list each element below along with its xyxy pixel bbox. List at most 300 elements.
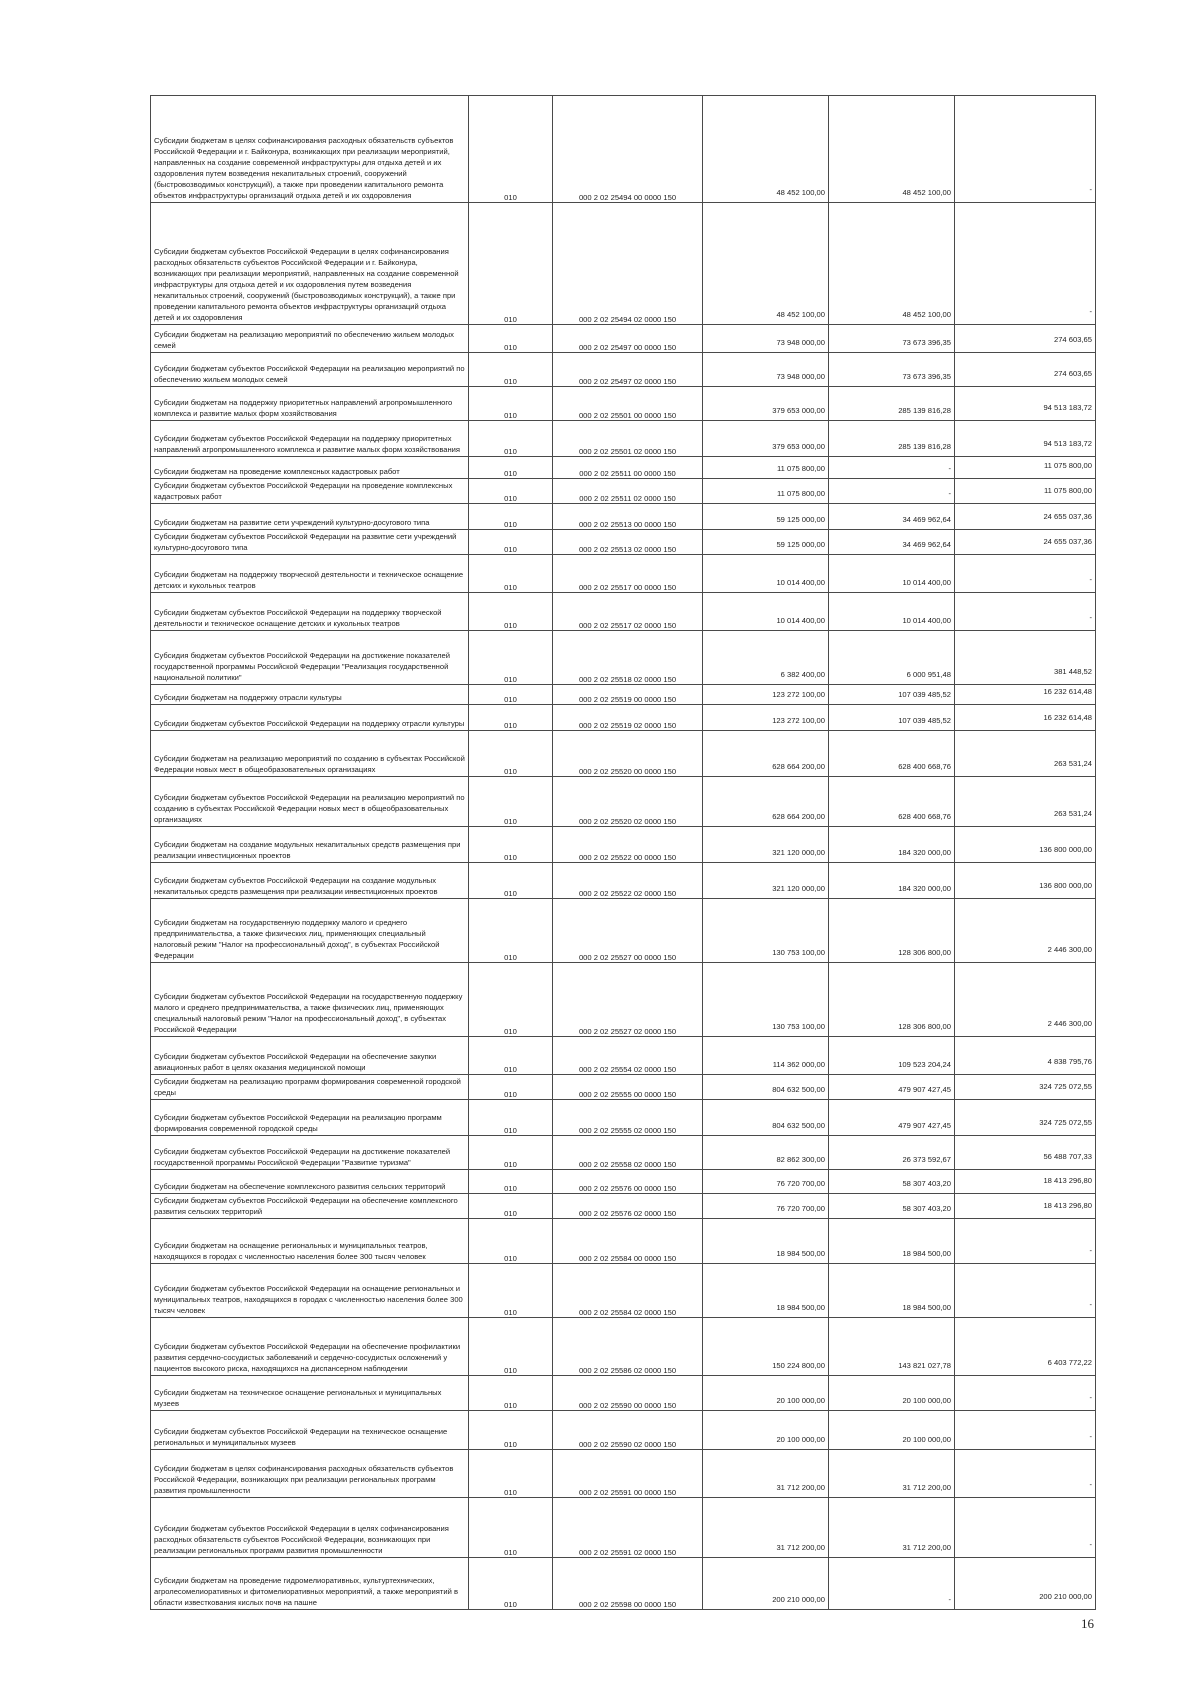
row-rest-text: 18 413 296,80 — [1043, 1176, 1092, 1185]
row-code-text: 010 — [504, 1065, 517, 1074]
row-exec-cell — [829, 963, 955, 1037]
row-exec-text: 58 307 403,20 — [902, 1204, 951, 1213]
row-code-cell — [469, 731, 553, 777]
row-kbk-cell — [553, 777, 703, 827]
row-plan-cell — [703, 1411, 829, 1450]
row-exec-text: 143 821 027,78 — [898, 1361, 951, 1370]
row-name-cell: Субсидии бюджетам на оснащение региональных и муниципальных театров, находящихся в городах с численностью населения более 300 тысяч человек — [151, 1219, 469, 1264]
row-plan-text: 150 224 800,00 — [772, 1361, 825, 1370]
row-rest-text: 24 655 037,36 — [1043, 537, 1092, 546]
row-exec-text: 26 373 592,67 — [902, 1155, 951, 1164]
row-code-cell — [469, 1318, 553, 1376]
row-code-cell — [469, 1194, 553, 1219]
row-code-text: 010 — [504, 1600, 517, 1609]
row-rest-cell — [955, 1100, 1096, 1136]
row-rest-cell — [955, 1219, 1096, 1264]
row-name-cell: Субсидии бюджетам на проведение комплексных кадастровых работ — [151, 457, 469, 479]
row-rest-text: 56 488 707,33 — [1043, 1152, 1092, 1161]
table-row — [151, 1264, 1096, 1318]
row-kbk-cell — [553, 705, 703, 731]
row-code-text: 010 — [504, 469, 517, 478]
row-plan-text: 10 014 400,00 — [776, 616, 825, 625]
row-kbk-text: 000 2 02 25586 02 0000 150 — [578, 1366, 677, 1375]
row-name-cell: Субсидии бюджетам в целях софинансирования расходных обязательств субъектов Российской Федерации и г. Байконура, возникающих при реализации мероприятий, направленных на создание современной инфраструктуры для отдыха детей и их оздоровления путем возведения некапитальных строений, сооружений (быстровозводимых конструкций), а также при проведении капитального ремонта объектов инфраструктуры организаций отдыха детей и их оздоровления — [151, 96, 469, 203]
row-kbk-cell — [553, 685, 703, 705]
row-code-cell — [469, 457, 553, 479]
row-code-text: 010 — [504, 889, 517, 898]
row-code-text: 010 — [504, 411, 517, 420]
row-kbk-text: 000 2 02 25513 02 0000 150 — [578, 545, 677, 554]
row-exec-text: 31 712 200,00 — [902, 1483, 951, 1492]
row-exec-text: - — [948, 489, 951, 498]
row-kbk-cell — [553, 203, 703, 325]
row-code-cell — [469, 1136, 553, 1170]
row-exec-cell — [829, 1100, 955, 1136]
row-plan-text: 379 653 000,00 — [772, 442, 825, 451]
table-row — [151, 353, 1096, 387]
row-kbk-cell — [553, 96, 703, 203]
row-plan-text: 73 948 000,00 — [776, 372, 825, 381]
row-name-cell: Субсидии бюджетам субъектов Российской Федерации на реализацию мероприятий по созданию в субъектах Российской Федерации новых мест в общеобразовательных организациях — [151, 777, 469, 827]
row-exec-cell — [829, 1264, 955, 1318]
row-kbk-text: 000 2 02 25591 00 0000 150 — [578, 1488, 677, 1497]
row-rest-cell — [955, 963, 1096, 1037]
row-code-text: 010 — [504, 1366, 517, 1375]
row-name-cell: Субсидии бюджетам субъектов Российской Федерации на достижение показателей государственной программы Российской Федерации "Развитие туризма" — [151, 1136, 469, 1170]
row-exec-text: 628 400 668,76 — [898, 812, 951, 821]
row-plan-cell — [703, 1170, 829, 1194]
row-rest-cell — [955, 96, 1096, 203]
row-kbk-text: 000 2 02 25494 02 0000 150 — [578, 315, 677, 324]
row-exec-cell — [829, 593, 955, 631]
table-row — [151, 1558, 1096, 1610]
row-rest-text: 4 838 795,76 — [1047, 1057, 1092, 1066]
row-rest-cell — [955, 479, 1096, 504]
row-name-cell: Субсидии бюджетам на поддержку отрасли культуры — [151, 685, 469, 705]
row-name-cell: Субсидии бюджетам субъектов Российской Федерации на создание модульных некапитальных средств размещения при реализации инвестиционных проектов — [151, 863, 469, 899]
row-kbk-text: 000 2 02 25576 02 0000 150 — [578, 1209, 677, 1218]
row-kbk-cell — [553, 1170, 703, 1194]
row-name-cell: Субсидии бюджетам субъектов Российской Федерации на поддержку отрасли культуры — [151, 705, 469, 731]
row-exec-cell — [829, 1194, 955, 1219]
row-plan-text: 628 664 200,00 — [772, 812, 825, 821]
row-rest-cell — [955, 457, 1096, 479]
row-plan-text: 31 712 200,00 — [776, 1543, 825, 1552]
row-kbk-cell — [553, 1498, 703, 1558]
row-code-cell — [469, 203, 553, 325]
row-name-cell: Субсидии бюджетам субъектов Российской Федерации на развитие сети учреждений культурно-досугового типа — [151, 530, 469, 555]
row-rest-text: 381 448,52 — [1053, 667, 1092, 676]
row-code-cell — [469, 827, 553, 863]
row-exec-text: 73 673 396,35 — [902, 338, 951, 347]
row-rest-text: 24 655 037,36 — [1043, 512, 1092, 521]
row-plan-cell — [703, 593, 829, 631]
row-exec-cell — [829, 899, 955, 963]
table-row — [151, 863, 1096, 899]
row-kbk-cell — [553, 1411, 703, 1450]
row-plan-text: 59 125 000,00 — [776, 540, 825, 549]
row-name-cell: Субсидии бюджетам на техническое оснащение региональных и муниципальных музеев — [151, 1376, 469, 1411]
row-code-text: 010 — [504, 545, 517, 554]
row-kbk-text: 000 2 02 25598 00 0000 150 — [578, 1600, 677, 1609]
table-row — [151, 777, 1096, 827]
row-exec-text: 48 452 100,00 — [902, 188, 951, 197]
row-plan-cell — [703, 1558, 829, 1610]
row-code-text: 010 — [504, 1308, 517, 1317]
row-kbk-cell — [553, 504, 703, 530]
table-row — [151, 504, 1096, 530]
row-kbk-cell — [553, 1219, 703, 1264]
row-kbk-text: 000 2 02 25519 00 0000 150 — [578, 695, 677, 704]
row-exec-text: 10 014 400,00 — [902, 616, 951, 625]
row-plan-text: 76 720 700,00 — [776, 1179, 825, 1188]
table-row — [151, 1194, 1096, 1219]
table-row — [151, 1376, 1096, 1411]
table-row — [151, 1219, 1096, 1264]
row-rest-cell — [955, 1558, 1096, 1610]
row-exec-cell — [829, 555, 955, 593]
row-exec-cell — [829, 1219, 955, 1264]
row-plan-text: 31 712 200,00 — [776, 1483, 825, 1492]
row-code-text: 010 — [504, 1209, 517, 1218]
row-plan-cell — [703, 1194, 829, 1219]
row-plan-cell — [703, 863, 829, 899]
row-kbk-cell — [553, 593, 703, 631]
row-code-text: 010 — [504, 817, 517, 826]
row-plan-cell — [703, 1037, 829, 1075]
row-rest-cell — [955, 863, 1096, 899]
row-plan-cell — [703, 325, 829, 353]
row-kbk-cell — [553, 863, 703, 899]
row-rest-text: - — [1089, 1540, 1092, 1549]
row-kbk-cell — [553, 1450, 703, 1498]
row-exec-cell — [829, 1136, 955, 1170]
row-exec-text: 18 984 500,00 — [902, 1303, 951, 1312]
row-name-cell: Субсидии бюджетам на проведение гидромелиоративных, культуртехнических, агролесомелиоративных и фитомелиоративных мероприятий, а также мероприятий в области известкования кислых почв на пашне — [151, 1558, 469, 1610]
row-code-cell — [469, 325, 553, 353]
row-exec-text: 184 320 000,00 — [898, 884, 951, 893]
row-plan-text: 321 120 000,00 — [772, 884, 825, 893]
row-name-cell: Субсидии бюджетам на реализацию программ формирования современной городской среды — [151, 1075, 469, 1100]
row-plan-text: 20 100 000,00 — [776, 1396, 825, 1405]
row-kbk-text: 000 2 02 25520 02 0000 150 — [578, 817, 677, 826]
row-kbk-cell — [553, 631, 703, 685]
row-exec-cell — [829, 631, 955, 685]
row-name-cell: Субсидии бюджетам субъектов Российской Федерации на обеспечение закупки авиационных работ в целях оказания медицинской помощи — [151, 1037, 469, 1075]
row-kbk-cell — [553, 555, 703, 593]
table-row — [151, 530, 1096, 555]
row-rest-text: 200 210 000,00 — [1039, 1592, 1092, 1601]
row-exec-cell — [829, 1318, 955, 1376]
row-code-cell — [469, 705, 553, 731]
row-kbk-text: 000 2 02 25527 00 0000 150 — [578, 953, 677, 962]
row-kbk-text: 000 2 02 25555 02 0000 150 — [578, 1126, 677, 1135]
row-code-text: 010 — [504, 494, 517, 503]
row-exec-text: 479 907 427,45 — [898, 1121, 951, 1130]
table-row — [151, 1411, 1096, 1450]
row-code-text: 010 — [504, 447, 517, 456]
table-row — [151, 1100, 1096, 1136]
row-kbk-text: 000 2 02 25497 02 0000 150 — [578, 377, 677, 386]
row-code-text: 010 — [504, 1027, 517, 1036]
row-name-cell: Субсидии бюджетам субъектов Российской Федерации на обеспечение профилактики развития сердечно-сосудистых заболеваний и сердечно-сосудистых осложнений у пациентов высокого риска, находящихся на диспансерном наблюдении — [151, 1318, 469, 1376]
row-code-text: 010 — [504, 675, 517, 684]
row-kbk-cell — [553, 1037, 703, 1075]
row-name-cell: Субсидии бюджетам на поддержку приоритетных направлений агропромышленного комплекса и развитие малых форм хозяйствования — [151, 387, 469, 421]
row-kbk-cell — [553, 1075, 703, 1100]
row-code-text: 010 — [504, 1254, 517, 1263]
row-plan-cell — [703, 479, 829, 504]
row-exec-cell — [829, 421, 955, 457]
table-row — [151, 203, 1096, 325]
row-kbk-text: 000 2 02 25522 02 0000 150 — [578, 889, 677, 898]
row-code-cell — [469, 421, 553, 457]
row-rest-text: - — [1089, 307, 1092, 316]
row-exec-cell — [829, 325, 955, 353]
row-kbk-text: 000 2 02 25590 02 0000 150 — [578, 1440, 677, 1449]
table-row — [151, 387, 1096, 421]
table-row — [151, 731, 1096, 777]
row-plan-text: 114 362 000,00 — [772, 1060, 825, 1069]
row-rest-cell — [955, 827, 1096, 863]
row-kbk-text: 000 2 02 25520 00 0000 150 — [578, 767, 677, 776]
row-kbk-text: 000 2 02 25554 02 0000 150 — [578, 1065, 677, 1074]
row-rest-cell — [955, 504, 1096, 530]
row-exec-cell — [829, 387, 955, 421]
row-rest-text: 6 403 772,22 — [1047, 1358, 1092, 1367]
row-kbk-text: 000 2 02 25511 02 0000 150 — [579, 494, 676, 503]
row-kbk-cell — [553, 479, 703, 504]
row-code-text: 010 — [504, 193, 517, 202]
row-rest-text: 263 531,24 — [1053, 809, 1092, 818]
row-rest-text: 136 800 000,00 — [1039, 845, 1092, 854]
row-code-text: 010 — [504, 1401, 517, 1410]
row-exec-cell — [829, 863, 955, 899]
row-exec-text: - — [948, 1595, 951, 1604]
row-code-cell — [469, 1219, 553, 1264]
row-kbk-text: 000 2 02 25584 02 0000 150 — [578, 1308, 677, 1317]
row-exec-cell — [829, 705, 955, 731]
row-rest-text: 263 531,24 — [1053, 759, 1092, 768]
row-rest-cell — [955, 203, 1096, 325]
row-kbk-text: 000 2 02 25494 00 0000 150 — [578, 193, 677, 202]
row-exec-text: 479 907 427,45 — [898, 1085, 951, 1094]
table-row — [151, 421, 1096, 457]
row-plan-cell — [703, 530, 829, 555]
row-name-cell: Субсидии бюджетам субъектов Российской Федерации на оснащение региональных и муниципальных театров, находящихся в городах с численностью населения более 300 тысяч человек — [151, 1264, 469, 1318]
row-plan-text: 379 653 000,00 — [772, 406, 825, 415]
row-name-cell: Субсидии бюджетам субъектов Российской Федерации на техническое оснащение региональных и муниципальных музеев — [151, 1411, 469, 1450]
row-rest-text: 2 446 300,00 — [1047, 1019, 1092, 1028]
row-exec-cell — [829, 685, 955, 705]
row-rest-text: - — [1089, 185, 1092, 194]
row-plan-text: 200 210 000,00 — [772, 1595, 825, 1604]
row-exec-text: 73 673 396,35 — [902, 372, 951, 381]
row-name-cell: Субсидии бюджетам на реализацию мероприятий по созданию в субъектах Российской Федерации новых мест в общеобразовательных организациях — [151, 731, 469, 777]
row-code-text: 010 — [504, 767, 517, 776]
table-row — [151, 1450, 1096, 1498]
row-plan-text: 130 753 100,00 — [772, 1022, 825, 1031]
row-plan-text: 18 984 500,00 — [776, 1249, 825, 1258]
row-plan-cell — [703, 421, 829, 457]
row-exec-text: 20 100 000,00 — [902, 1396, 951, 1405]
row-rest-cell — [955, 631, 1096, 685]
row-plan-cell — [703, 1450, 829, 1498]
row-rest-cell — [955, 731, 1096, 777]
row-kbk-cell — [553, 1376, 703, 1411]
row-rest-cell — [955, 387, 1096, 421]
row-plan-cell — [703, 685, 829, 705]
row-plan-text: 73 948 000,00 — [776, 338, 825, 347]
row-plan-cell — [703, 731, 829, 777]
row-code-cell — [469, 387, 553, 421]
row-code-cell — [469, 631, 553, 685]
row-rest-text: 324 725 072,55 — [1039, 1118, 1092, 1127]
row-plan-cell — [703, 457, 829, 479]
row-code-cell — [469, 555, 553, 593]
row-name-cell: Субсидии бюджетам субъектов Российской Федерации на проведение комплексных кадастровых работ — [151, 479, 469, 504]
table-row — [151, 631, 1096, 685]
table-row — [151, 555, 1096, 593]
row-code-cell — [469, 863, 553, 899]
row-kbk-cell — [553, 731, 703, 777]
row-code-text: 010 — [504, 953, 517, 962]
row-code-cell — [469, 1037, 553, 1075]
row-exec-cell — [829, 353, 955, 387]
table-row — [151, 457, 1096, 479]
row-code-cell — [469, 1498, 553, 1558]
row-plan-text: 48 452 100,00 — [776, 188, 825, 197]
row-kbk-text: 000 2 02 25522 00 0000 150 — [578, 853, 677, 862]
row-code-cell — [469, 504, 553, 530]
row-code-cell — [469, 96, 553, 203]
row-plan-text: 123 272 100,00 — [772, 690, 825, 699]
row-kbk-text: 000 2 02 25590 00 0000 150 — [578, 1401, 677, 1410]
row-exec-text: 285 139 816,28 — [898, 406, 951, 415]
row-code-text: 010 — [504, 583, 517, 592]
row-exec-text: 20 100 000,00 — [902, 1435, 951, 1444]
row-plan-cell — [703, 1498, 829, 1558]
row-kbk-cell — [553, 1100, 703, 1136]
row-exec-cell — [829, 1376, 955, 1411]
row-code-cell — [469, 777, 553, 827]
row-code-text: 010 — [504, 1126, 517, 1135]
row-code-cell — [469, 1411, 553, 1450]
row-kbk-text: 000 2 02 25513 00 0000 150 — [578, 520, 677, 529]
row-plan-cell — [703, 777, 829, 827]
row-rest-text: 274 603,65 — [1053, 335, 1092, 344]
row-exec-text: 6 000 951,48 — [906, 670, 951, 679]
table-row — [151, 685, 1096, 705]
row-name-cell: Субсидии бюджетам субъектов Российской Федерации на реализацию программ формирования современной городской среды — [151, 1100, 469, 1136]
row-name-cell: Субсидии бюджетам субъектов Российской Федерации в целях софинансирования расходных обязательств субъектов Российской Федерации, возникающих при реализации региональных программ развития промышленности — [151, 1498, 469, 1558]
table-row — [151, 899, 1096, 963]
row-plan-text: 130 753 100,00 — [772, 948, 825, 957]
row-name-cell: Субсидии бюджетам на создание модульных некапитальных средств размещения при реализации инвестиционных проектов — [151, 827, 469, 863]
row-exec-cell — [829, 777, 955, 827]
row-code-text: 010 — [504, 1440, 517, 1449]
row-rest-cell — [955, 1318, 1096, 1376]
row-kbk-text: 000 2 02 25576 00 0000 150 — [578, 1184, 677, 1193]
row-kbk-text: 000 2 02 25558 02 0000 150 — [578, 1160, 677, 1169]
row-kbk-text: 000 2 02 25501 02 0000 150 — [578, 447, 677, 456]
row-rest-text: 94 513 183,72 — [1043, 403, 1092, 412]
row-plan-cell — [703, 203, 829, 325]
row-rest-text: 2 446 300,00 — [1047, 945, 1092, 954]
row-exec-cell — [829, 1411, 955, 1450]
row-rest-text: - — [1089, 1300, 1092, 1309]
row-plan-cell — [703, 1318, 829, 1376]
table-row — [151, 963, 1096, 1037]
row-exec-cell — [829, 1558, 955, 1610]
report-sheet — [150, 95, 1095, 1610]
row-rest-text: 11 075 800,00 — [1044, 486, 1092, 495]
table-row — [151, 325, 1096, 353]
row-exec-cell — [829, 1075, 955, 1100]
row-exec-text: 34 469 962,64 — [902, 540, 951, 549]
row-kbk-text: 000 2 02 25517 00 0000 150 — [578, 583, 677, 592]
row-plan-text: 321 120 000,00 — [772, 848, 825, 857]
row-exec-cell — [829, 479, 955, 504]
row-exec-text: 628 400 668,76 — [898, 762, 951, 771]
row-rest-cell — [955, 777, 1096, 827]
row-plan-text: 804 632 500,00 — [772, 1121, 825, 1130]
row-rest-cell — [955, 899, 1096, 963]
row-code-text: 010 — [504, 377, 517, 386]
row-plan-text: 10 014 400,00 — [776, 578, 825, 587]
row-exec-cell — [829, 1498, 955, 1558]
row-rest-cell — [955, 353, 1096, 387]
row-plan-cell — [703, 353, 829, 387]
row-name-cell: Субсидии бюджетам субъектов Российской Федерации на поддержку творческой деятельности и техническое оснащение детских и кукольных театров — [151, 593, 469, 631]
row-plan-text: 123 272 100,00 — [772, 716, 825, 725]
row-rest-text: - — [1089, 575, 1092, 584]
row-rest-cell — [955, 325, 1096, 353]
row-plan-cell — [703, 1100, 829, 1136]
row-exec-text: 10 014 400,00 — [902, 578, 951, 587]
row-code-cell — [469, 353, 553, 387]
row-exec-text: 58 307 403,20 — [902, 1179, 951, 1188]
row-rest-text: 324 725 072,55 — [1039, 1082, 1092, 1091]
table-row — [151, 1136, 1096, 1170]
row-rest-cell — [955, 1376, 1096, 1411]
row-code-text: 010 — [504, 315, 517, 324]
row-code-text: 010 — [504, 1160, 517, 1169]
row-code-cell — [469, 1075, 553, 1100]
row-exec-text: 184 320 000,00 — [898, 848, 951, 857]
row-code-text: 010 — [504, 621, 517, 630]
row-plan-text: 82 862 300,00 — [776, 1155, 825, 1164]
row-code-text: 010 — [504, 1548, 517, 1557]
row-rest-text: - — [1089, 1432, 1092, 1441]
row-rest-text: - — [1089, 1393, 1092, 1402]
table-row — [151, 1318, 1096, 1376]
row-rest-cell — [955, 1411, 1096, 1450]
table-body — [151, 96, 1096, 1610]
row-name-cell: Субсидии бюджетам на обеспечение комплексного развития сельских территорий — [151, 1170, 469, 1194]
row-exec-cell — [829, 1170, 955, 1194]
row-plan-cell — [703, 1136, 829, 1170]
row-kbk-cell — [553, 899, 703, 963]
row-code-text: 010 — [504, 695, 517, 704]
row-kbk-text: 000 2 02 25591 02 0000 150 — [578, 1548, 677, 1557]
row-rest-cell — [955, 1498, 1096, 1558]
row-name-cell: Субсидии бюджетам субъектов Российской Федерации на обеспечение комплексного развития сельских территорий — [151, 1194, 469, 1219]
row-name-cell: Субсидии бюджетам субъектов Российской Федерации на государственную поддержку малого и среднего предпринимательства, а также физических лиц, применяющих специальный налоговый режим "Налог на профессиональный доход", в субъектах Российской Федерации — [151, 963, 469, 1037]
row-plan-cell — [703, 555, 829, 593]
row-plan-text: 20 100 000,00 — [776, 1435, 825, 1444]
row-code-text: 010 — [504, 721, 517, 730]
